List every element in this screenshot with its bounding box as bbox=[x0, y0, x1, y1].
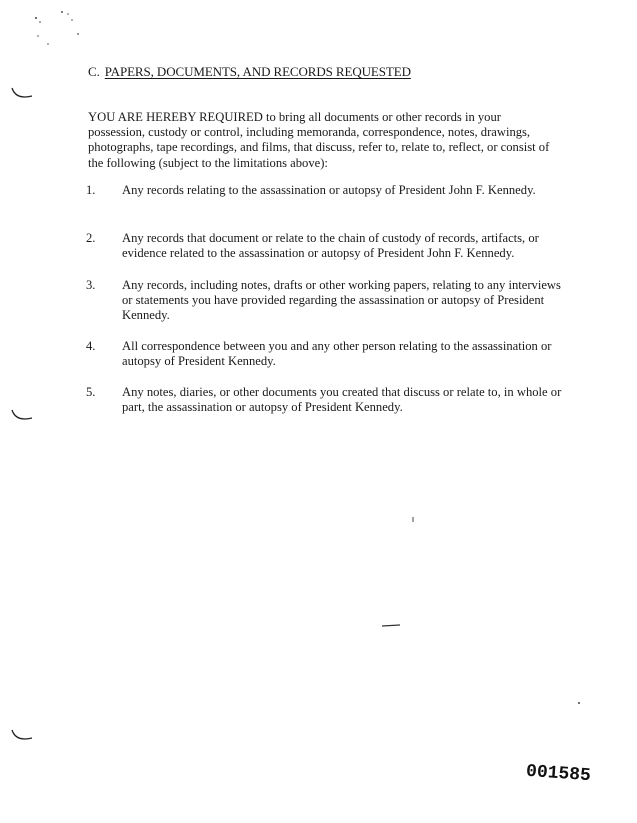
list-item-text: Any records, including notes, drafts or other working papers, relating to any interviews or statements you have provided regarding the assassination or autopsy of President Kennedy. bbox=[122, 278, 561, 323]
scan-speck bbox=[410, 516, 416, 524]
list-item-number: 2. bbox=[86, 231, 96, 245]
list-item-text: Any records relating to the assassination or autopsy of President John F. Kennedy. bbox=[122, 183, 536, 197]
hole-punch-mark bbox=[10, 86, 36, 104]
document-number-stamp: 001585 bbox=[525, 761, 592, 787]
list-item-number: 1. bbox=[86, 183, 96, 197]
scan-speck bbox=[576, 700, 582, 706]
list-item-text: All correspondence between you and any other person relating to the assassination or autopsy of President Kennedy. bbox=[122, 339, 552, 369]
list-item-number: 4. bbox=[86, 339, 96, 353]
list-item-number: 3. bbox=[86, 278, 96, 292]
section-title: PAPERS, DOCUMENTS, AND RECORDS REQUESTED bbox=[104, 64, 411, 79]
hole-punch-mark bbox=[10, 728, 36, 746]
section-heading bbox=[88, 64, 411, 80]
scan-speck bbox=[380, 622, 404, 630]
scan-specks bbox=[28, 6, 88, 56]
list-item-number: 5. bbox=[86, 385, 96, 399]
list-item-text: Any notes, diaries, or other documents you created that discuss or relate to, in whole or part, the assassination or autopsy of President Kennedy. bbox=[122, 385, 562, 415]
intro-paragraph: YOU ARE HEREBY REQUIRED to bring all documents or other records in your possession, custody or control, including memoranda, correspondence, notes, drawings, photographs, tape recordings, and films, that discuss, refer to, relate to, reflect, or consist of the following (subject to the limitations above): bbox=[88, 110, 550, 170]
hole-punch-mark bbox=[10, 408, 36, 426]
list-item-text: Any records that document or relate to the chain of custody of records, artifacts, or evidence related to the assassination or autopsy of President John F. Kennedy. bbox=[122, 231, 539, 261]
section-letter: C. bbox=[88, 64, 100, 79]
